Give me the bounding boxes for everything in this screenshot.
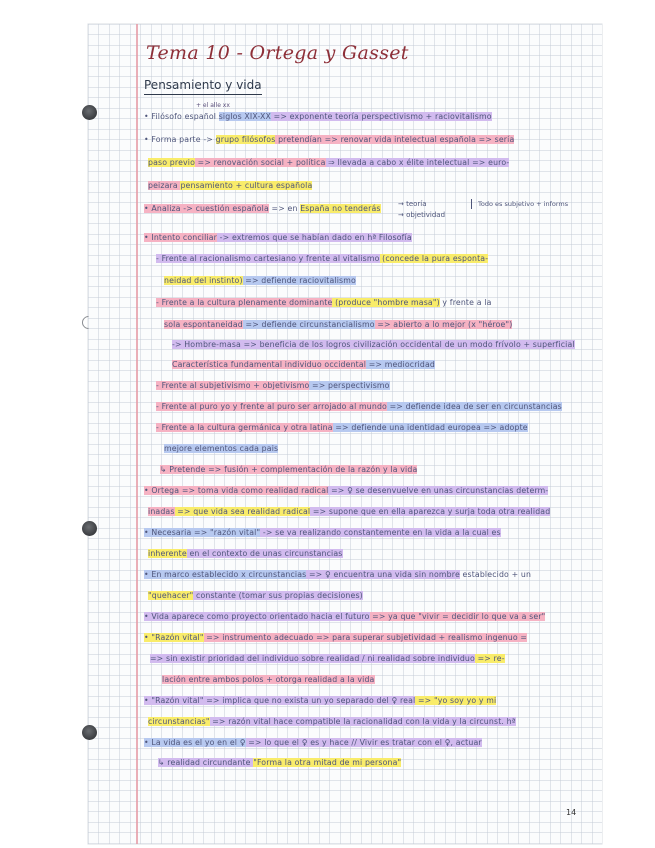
note-line: [148, 157, 509, 169]
note-segment: sola espontaneidad: [164, 320, 243, 329]
note-segment: => defiende una identidad europea => adopte: [332, 423, 528, 432]
note-segment: => lo que el ♀ es y hace // Vivir es tratar con el ♀, actuar: [245, 738, 482, 747]
note-segment: • "Razón vital": [144, 633, 204, 642]
note-segment: => perspectivismo: [309, 381, 390, 390]
note-segment: - Frente al subjetivismo + objetivismo: [156, 381, 310, 390]
note-segment: => exponente teoría perspectivismo + raciovitalismo: [271, 112, 492, 121]
note-segment: => defiende circunstancialismo: [242, 320, 375, 329]
note-line: [144, 695, 496, 707]
note-segment: (concede la pura esponta-: [379, 254, 489, 263]
note-segment: => abierto a lo mejor (x "héroe"): [374, 320, 513, 329]
note-segment: "quehacer": [148, 591, 194, 600]
bracket-note: Todo es subjetivo + informs: [471, 199, 568, 209]
note-line: [144, 569, 531, 581]
note-segment: constante (tomar sus propias decisiones): [193, 591, 363, 600]
note-segment: inadas: [148, 507, 175, 516]
note-line: [144, 527, 501, 539]
note-segment: establecido + un: [459, 570, 532, 579]
note-segment: => razón vital hace compatible la racionalidad con la vida y la circunst. hª: [209, 717, 516, 726]
small-note: + el alle xx: [196, 102, 230, 109]
note-line: [148, 590, 363, 602]
note-line: [144, 737, 482, 749]
note-line: [148, 180, 312, 192]
note-line: [172, 359, 435, 371]
note-line: [164, 443, 278, 455]
note-line: [156, 380, 390, 392]
note-segment: • La vida es el yo en el ♀: [144, 738, 246, 747]
note-line: [144, 232, 412, 244]
note-segment: inherente: [148, 549, 187, 558]
note-segment: • Vida aparece como proyecto orientado hacia el futuro: [144, 612, 370, 621]
section-subtitle: Pensamiento y vida: [144, 78, 262, 95]
note-line: [148, 506, 550, 518]
note-line: [156, 401, 562, 413]
page-number: 14: [566, 808, 577, 817]
note-segment: • En marco establecido x circunstancias: [144, 570, 307, 579]
note-line: [162, 674, 375, 686]
note-segment: => re-: [474, 654, 505, 663]
note-segment: => instrumento adecuado => para superar subjetividad + realismo ingenuo =: [203, 633, 528, 642]
note-segment: • Forma parte ->: [144, 135, 216, 144]
note-segment: => mediocridad: [366, 360, 435, 369]
note-line: [148, 548, 343, 560]
note-segment: lación entre ambos polos + otorga realidad a la vida: [162, 675, 375, 684]
note-segment: "Forma la otra mitad de mi persona": [253, 758, 402, 767]
binder-hole-lower: [82, 521, 97, 536]
margin-line: [136, 24, 138, 844]
note-segment: => sin existir prioridad del individuo sobre realidad / ni realidad sobre individuo: [150, 654, 475, 663]
note-segment: => defiende idea de ser en circunstancias: [386, 402, 562, 411]
note-segment: ↳ Pretende => fusión + complementación de la razón y la vida: [160, 465, 418, 474]
note-segment: => que vida sea realidad radical: [174, 507, 311, 516]
note-segment: • Necesaria => "razón vital": [144, 528, 261, 537]
note-line: [158, 757, 401, 769]
note-line: [156, 422, 528, 434]
note-segment: => "yo soy yo y mi: [415, 696, 497, 705]
note-segment: => ♀ encuentra una vida sin nombre: [306, 570, 460, 579]
note-line: [148, 716, 516, 728]
note-segment: España no tenderás: [300, 204, 381, 213]
note-segment: pensamiento + cultura española: [180, 181, 313, 190]
note-segment: - Frente al racionalismo cartesiano y frente al vitalismo: [156, 254, 380, 263]
note-segment: circunstancias": [148, 717, 210, 726]
note-segment: mejore elementos cada pais: [164, 444, 279, 453]
note-segment: - Frente al puro yo y frente al puro ser arrojado al mundo: [156, 402, 387, 411]
note-segment: => renovación social + política: [195, 158, 326, 167]
note-segment: => defiende raciovitalismo: [242, 276, 356, 285]
note-line: [144, 203, 381, 215]
note-line: [144, 134, 514, 146]
note-segment: - Frente a la cultura plenamente dominante: [156, 298, 333, 307]
note-segment: peizara: [148, 181, 181, 190]
note-segment: neidad del instinto): [164, 276, 243, 285]
note-segment: y frente a la: [439, 298, 492, 307]
note-segment: • Analiza -> cuestión española: [144, 204, 269, 213]
note-line: [144, 485, 548, 497]
page-title: Tema 10 - Ortega y Gasset: [146, 42, 409, 64]
note-line: [144, 611, 545, 623]
note-segment: siglos XIX-XX: [218, 112, 272, 121]
note-line: [144, 632, 527, 644]
note-segment: => supone que en ella aparezca y surja toda otra realidad: [310, 507, 551, 516]
note-segment: (produce "hombre masa"): [332, 298, 440, 307]
branch-bottom: → objetividad: [398, 211, 446, 219]
note-segment: ⇒ llevada a cabo x élite intelectual => euro-: [325, 158, 510, 167]
branch-top: → teoría: [398, 200, 427, 208]
note-line: [144, 111, 492, 123]
note-segment: -> Hombre-masa => beneficia de los logros civilización occidental de un modo frívolo + superficial: [172, 340, 575, 349]
note-line: [156, 297, 492, 309]
note-segment: paso previo: [148, 158, 196, 167]
note-segment: => ♀ se desenvuelve en unas circunstancias determ-: [328, 486, 549, 495]
note-segment: pretendían => renovar vida intelectual española => sería: [275, 135, 515, 144]
note-segment: • "Razón vital" => implica que no exista un yo separado del ♀ real: [144, 696, 416, 705]
note-segment: grupo filósofos: [215, 135, 276, 144]
note-line: [156, 253, 488, 265]
note-segment: -> extremos que se habían dado en hª Filosofía: [217, 233, 412, 242]
note-segment: Característica fundamental individuo occidental: [172, 360, 367, 369]
note-line: [164, 319, 512, 331]
note-segment: • Intento conciliar: [144, 233, 218, 242]
note-segment: en el contexto de unas circunstancias: [186, 549, 343, 558]
note-segment: => ya que "vivir = decidir lo que va a ser": [369, 612, 546, 621]
note-line: [150, 653, 505, 665]
note-segment: - Frente a la cultura germánica y otra latina: [156, 423, 333, 432]
note-line: [160, 464, 417, 476]
binder-hole-bottom: [82, 725, 97, 740]
note-segment: • Ortega => toma vida como realidad radical: [144, 486, 329, 495]
note-line: [172, 339, 575, 351]
note-segment: => en: [268, 204, 301, 213]
note-segment: • Filósofo español: [144, 112, 219, 121]
note-segment: -> se va realizando constantemente en la vida a la cual es: [260, 528, 501, 537]
note-segment: ↳ realidad circundante: [158, 758, 254, 767]
note-line: [164, 275, 356, 287]
binder-hole-top: [82, 105, 97, 120]
